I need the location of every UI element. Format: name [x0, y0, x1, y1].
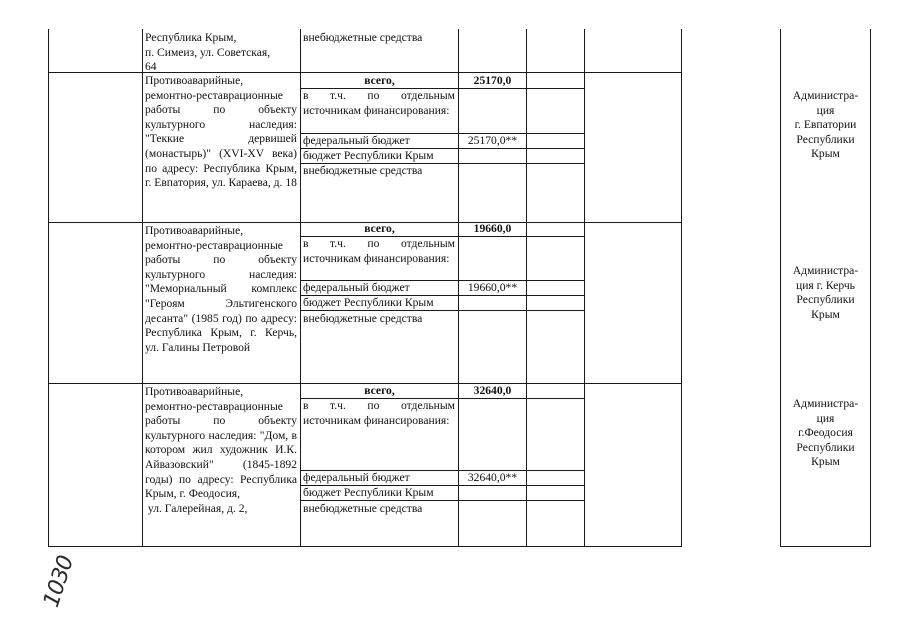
amount-federal: 32640,0**: [467, 471, 518, 484]
funding-breakdown-label: в т.ч. по отдельным источникам финансирования:: [303, 399, 458, 427]
object-description: Противоаварийные, ремонтно-реставрационные работы по объекту культурного наследия: "Теккие дервишей (монастырь)" (XVI-XV века) по адресу: Республика Крым, г. Евпатория, ул. Караева, д. 18: [145, 74, 300, 190]
object-description: Противоаварийные, ремонтно-реставрационные работы по объекту культурного наследия: "Дом, в котором жил художник И.К. Айвазовский" (1845-1892 годы) по адресу: Республика Крым, г. Феодосия, ул. Галерейная, д. 2,: [145, 385, 297, 515]
amount-total: 25170,0: [473, 74, 512, 87]
object-description: Республика Крым, п. Симеиз, ул. Советская, 64: [145, 31, 271, 74]
responsible-administration: Администра- ция г. Керчь Республики Крым: [792, 264, 859, 321]
amount-total: 32640,0: [473, 384, 512, 397]
funding-source-federal: федеральный бюджет: [303, 471, 410, 484]
amount-federal: 19660,0**: [467, 281, 518, 294]
funding-breakdown-label: в т.ч. по отдельным источникам финансирования:: [303, 237, 458, 265]
funding-breakdown-label: в т.ч. по отдельным источникам финансирования:: [303, 89, 458, 117]
responsible-administration: Администра- ция г. Евпатории Республики Крым: [792, 89, 859, 161]
object-description: Противоаварийные, ремонтно-реставрационные работы по объекту культурного наследия: "Мемориальный комплекс "Героям Эльтигенского десанта" (1985 год) по адресу: Республика Крым, г. Керчь, ул. Галины Петровой: [145, 224, 300, 354]
funding-source-offbudget: внебюджетные средства: [303, 312, 423, 325]
funding-source-regional: бюджет Республики Крым: [303, 149, 434, 162]
funding-total-label: всего,: [364, 384, 395, 397]
amount-total: 19660,0: [473, 222, 512, 235]
funding-source-offbudget: внебюджетные средства: [303, 31, 423, 44]
page-number: 1030: [39, 553, 79, 611]
funding-source-federal: федеральный бюджет: [303, 281, 410, 294]
funding-total-label: всего,: [364, 222, 395, 235]
funding-source-regional: бюджет Республики Крым: [303, 486, 434, 499]
responsible-administration: Администра- ция г.Феодосия Республики Крым: [792, 397, 859, 469]
funding-source-regional: бюджет Республики Крым: [303, 296, 434, 309]
funding-total-label: всего,: [364, 74, 395, 87]
funding-source-offbudget: внебюджетные средства: [303, 164, 423, 177]
amount-federal: 25170,0**: [467, 134, 518, 147]
funding-source-offbudget: внебюджетные средства: [303, 502, 423, 515]
funding-source-federal: федеральный бюджет: [303, 134, 410, 147]
